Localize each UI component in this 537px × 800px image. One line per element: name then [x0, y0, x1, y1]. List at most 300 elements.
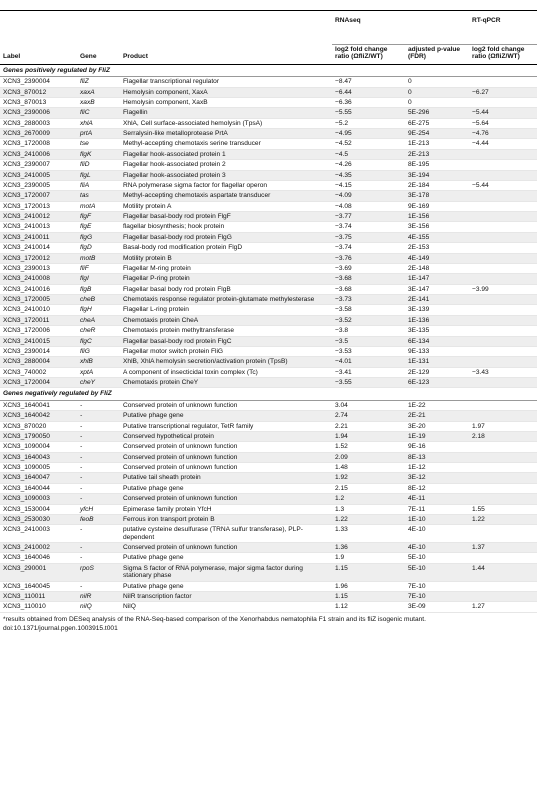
cell-adjusted-pvalue: 7E-10: [405, 581, 469, 591]
cell-log2-rtqpcr: [469, 243, 537, 253]
cell-adjusted-pvalue: 6E-134: [405, 336, 469, 346]
table-row: [0, 400, 537, 410]
cell-gene: flgD: [77, 243, 120, 253]
cell-gene: fliF: [77, 263, 120, 273]
table-row: [0, 77, 537, 87]
column-header-product: Product: [120, 45, 332, 65]
cell-gene: -: [77, 494, 120, 504]
table-row: [0, 160, 537, 170]
cell-gene: nilQ: [77, 602, 120, 612]
cell-label: XCN3_1720006: [0, 326, 77, 336]
cell-label: XCN3_290001: [0, 563, 77, 581]
cell-gene: yfcH: [77, 504, 120, 514]
table-row: [0, 543, 537, 553]
cell-adjusted-pvalue: 3E-09: [405, 602, 469, 612]
column-header-row: [0, 45, 537, 65]
cell-log2-rnaseq: 3.04: [332, 400, 405, 410]
cell-log2-rtqpcr: [469, 452, 537, 462]
table-row: [0, 494, 537, 504]
cell-adjusted-pvalue: 9E-133: [405, 346, 469, 356]
table-row: [0, 232, 537, 242]
cell-log2-rnaseq: −4.5: [332, 149, 405, 159]
cell-log2-rnaseq: 2.15: [332, 483, 405, 493]
cell-label: XCN3_1640047: [0, 473, 77, 483]
table-row: [0, 139, 537, 149]
cell-label: XCN3_2410013: [0, 222, 77, 232]
table-row: [0, 336, 537, 346]
cell-log2-rtqpcr: 1.55: [469, 504, 537, 514]
cell-product: XhlA, Cell surface-associated hemolysin (TpsA): [120, 118, 332, 128]
table-row: [0, 411, 537, 421]
cell-adjusted-pvalue: 1E-136: [405, 315, 469, 325]
cell-product: Putative phage gene: [120, 483, 332, 493]
cell-label: XCN3_2410006: [0, 149, 77, 159]
cell-label: XCN3_2880004: [0, 357, 77, 367]
cell-adjusted-pvalue: 4E-10: [405, 525, 469, 543]
cell-product: Conserved protein of unknown function: [120, 494, 332, 504]
cell-log2-rtqpcr: [469, 411, 537, 421]
cell-log2-rtqpcr: −3.99: [469, 284, 537, 294]
cell-gene: fliC: [77, 108, 120, 118]
cell-log2-rtqpcr: [469, 160, 537, 170]
cell-adjusted-pvalue: 3E-139: [405, 305, 469, 315]
cell-log2-rtqpcr: [469, 525, 537, 543]
cell-gene: -: [77, 553, 120, 563]
section-header-row: [0, 388, 537, 400]
cell-log2-rtqpcr: [469, 170, 537, 180]
table-row: [0, 191, 537, 201]
cell-adjusted-pvalue: 2E-148: [405, 263, 469, 273]
cell-log2-rtqpcr: [469, 222, 537, 232]
table-row: [0, 602, 537, 612]
cell-label: XCN3_2410014: [0, 243, 77, 253]
cell-gene: -: [77, 473, 120, 483]
cell-log2-rtqpcr: [469, 357, 537, 367]
cell-product: Ferrous iron transport protein B: [120, 514, 332, 524]
cell-log2-rtqpcr: [469, 483, 537, 493]
cell-gene: rpoS: [77, 563, 120, 581]
cell-log2-rnaseq: −3.5: [332, 336, 405, 346]
cell-adjusted-pvalue: 5E-10: [405, 553, 469, 563]
cell-product: Conserved protein of unknown function: [120, 452, 332, 462]
cell-adjusted-pvalue: 0: [405, 87, 469, 97]
table-row: [0, 170, 537, 180]
cell-log2-rnaseq: −5.2: [332, 118, 405, 128]
cell-gene: cheA: [77, 315, 120, 325]
cell-log2-rnaseq: −3.75: [332, 232, 405, 242]
cell-adjusted-pvalue: 9E-16: [405, 442, 469, 452]
cell-product: Putative phage gene: [120, 411, 332, 421]
cell-gene: nilR: [77, 591, 120, 601]
cell-log2-rtqpcr: 1.44: [469, 563, 537, 581]
cell-log2-rnaseq: −4.52: [332, 139, 405, 149]
cell-log2-rtqpcr: [469, 400, 537, 410]
table-row: [0, 180, 537, 190]
table-row: [0, 97, 537, 107]
cell-gene: fliA: [77, 180, 120, 190]
cell-adjusted-pvalue: 2E-184: [405, 180, 469, 190]
cell-label: XCN3_870020: [0, 421, 77, 431]
table-row: [0, 295, 537, 305]
cell-product: Sigma S factor of RNA polymerase, major sigma factor during stationary phase: [120, 563, 332, 581]
group-header-row: [0, 14, 537, 45]
cell-log2-rnaseq: −3.58: [332, 305, 405, 315]
cell-log2-rnaseq: 1.52: [332, 442, 405, 452]
cell-gene: motA: [77, 201, 120, 211]
cell-label: XCN3_1720008: [0, 139, 77, 149]
cell-adjusted-pvalue: 1E-19: [405, 431, 469, 441]
cell-adjusted-pvalue: 2E-213: [405, 149, 469, 159]
cell-gene: flgI: [77, 274, 120, 284]
cell-gene: -: [77, 421, 120, 431]
cell-log2-rtqpcr: [469, 442, 537, 452]
cell-gene: xptA: [77, 367, 120, 377]
table-row: [0, 421, 537, 431]
cell-log2-rnaseq: 1.33: [332, 525, 405, 543]
top-rule: [0, 10, 537, 11]
cell-adjusted-pvalue: 1E-156: [405, 212, 469, 222]
cell-product: Flagellar transcriptional regulator: [120, 77, 332, 87]
cell-gene: xhlA: [77, 118, 120, 128]
cell-log2-rnaseq: 1.12: [332, 602, 405, 612]
cell-gene: -: [77, 452, 120, 462]
cell-log2-rtqpcr: [469, 315, 537, 325]
cell-log2-rtqpcr: [469, 473, 537, 483]
table-row: [0, 591, 537, 601]
column-header-label: Label: [0, 45, 77, 65]
cell-log2-rtqpcr: −5.64: [469, 118, 537, 128]
cell-log2-rtqpcr: [469, 212, 537, 222]
cell-product: Flagellar basal-body rod protein FlgC: [120, 336, 332, 346]
cell-label: XCN3_2390006: [0, 108, 77, 118]
cell-gene: -: [77, 543, 120, 553]
cell-adjusted-pvalue: 4E-149: [405, 253, 469, 263]
cell-gene: prtA: [77, 129, 120, 139]
cell-log2-rnaseq: −4.09: [332, 191, 405, 201]
cell-gene: cheB: [77, 295, 120, 305]
cell-adjusted-pvalue: 3E-147: [405, 284, 469, 294]
cell-log2-rtqpcr: 1.27: [469, 602, 537, 612]
cell-product: Methyl-accepting chemotaxis aspartate transducer: [120, 191, 332, 201]
cell-gene: tas: [77, 191, 120, 201]
cell-log2-rnaseq: 1.22: [332, 514, 405, 524]
cell-product: RNA polymerase sigma factor for flagellar operon: [120, 180, 332, 190]
table-row: [0, 326, 537, 336]
cell-gene: -: [77, 581, 120, 591]
cell-product: Flagellar hook-associated protein 3: [120, 170, 332, 180]
cell-log2-rtqpcr: [469, 263, 537, 273]
table-row: [0, 284, 537, 294]
cell-adjusted-pvalue: 1E-12: [405, 463, 469, 473]
cell-gene: flgK: [77, 149, 120, 159]
cell-gene: flgL: [77, 170, 120, 180]
cell-label: XCN3_1720011: [0, 315, 77, 325]
cell-log2-rnaseq: −4.95: [332, 129, 405, 139]
cell-label: XCN3_110011: [0, 591, 77, 601]
cell-label: XCN3_1640046: [0, 553, 77, 563]
cell-product: Flagellar hook-associated protein 1: [120, 149, 332, 159]
cell-log2-rtqpcr: −6.27: [469, 87, 537, 97]
cell-gene: fliD: [77, 160, 120, 170]
cell-adjusted-pvalue: 2E-153: [405, 243, 469, 253]
cell-adjusted-pvalue: 9E-254: [405, 129, 469, 139]
table-row: [0, 263, 537, 273]
cell-log2-rnaseq: 2.74: [332, 411, 405, 421]
cell-product: putative cysteine desulfurase (TRNA sulfur transferase), PLP-dependent: [120, 525, 332, 543]
table-row: [0, 274, 537, 284]
cell-adjusted-pvalue: 0: [405, 97, 469, 107]
cell-adjusted-pvalue: 3E-178: [405, 191, 469, 201]
cell-log2-rtqpcr: 1.22: [469, 514, 537, 524]
cell-log2-rnaseq: 2.09: [332, 452, 405, 462]
cell-gene: flgE: [77, 222, 120, 232]
cell-log2-rtqpcr: [469, 232, 537, 242]
cell-adjusted-pvalue: 8E-13: [405, 452, 469, 462]
cell-product: A component of insecticidal toxin complex (Tc): [120, 367, 332, 377]
cell-label: XCN3_1720004: [0, 378, 77, 388]
cell-label: XCN3_1720012: [0, 253, 77, 263]
cell-product: Flagellar L-ring protein: [120, 305, 332, 315]
section-title: Genes positively regulated by FliZ: [0, 64, 537, 76]
table-row: [0, 305, 537, 315]
cell-adjusted-pvalue: 1E-213: [405, 139, 469, 149]
table-row: [0, 118, 537, 128]
cell-log2-rnaseq: 1.94: [332, 431, 405, 441]
cell-label: XCN3_1640041: [0, 400, 77, 410]
cell-log2-rnaseq: −3.8: [332, 326, 405, 336]
cell-log2-rtqpcr: [469, 77, 537, 87]
cell-log2-rtqpcr: [469, 305, 537, 315]
table-row: [0, 473, 537, 483]
column-header-log2-rnaseq: log2 fold change ratio (ΩfliZ/WT): [332, 45, 405, 65]
cell-product: Chemotaxis protein CheY: [120, 378, 332, 388]
cell-product: Chemotaxis response regulator protein-glutamate methylesterase: [120, 295, 332, 305]
cell-log2-rtqpcr: [469, 253, 537, 263]
table-row: [0, 87, 537, 97]
cell-gene: cheR: [77, 326, 120, 336]
cell-adjusted-pvalue: 5E-10: [405, 563, 469, 581]
cell-gene: -: [77, 463, 120, 473]
cell-log2-rnaseq: −6.36: [332, 97, 405, 107]
table-row: [0, 253, 537, 263]
cell-log2-rnaseq: 1.15: [332, 563, 405, 581]
cell-label: XCN3_2410011: [0, 232, 77, 242]
cell-label: XCN3_2390013: [0, 263, 77, 273]
cell-log2-rtqpcr: [469, 274, 537, 284]
group-header-rtqpcr: RT-qPCR: [469, 14, 537, 45]
cell-adjusted-pvalue: 4E-155: [405, 232, 469, 242]
cell-product: Conserved hypothetical protein: [120, 431, 332, 441]
cell-product: Flagellar basal-body rod protein FlgG: [120, 232, 332, 242]
cell-product: Putative tail sheath protein: [120, 473, 332, 483]
cell-product: Motility protein A: [120, 201, 332, 211]
cell-product: XhlB, XhlA hemolysin secretion/activation protein (TpsB): [120, 357, 332, 367]
cell-log2-rtqpcr: [469, 336, 537, 346]
cell-product: Hemolysin component, XaxB: [120, 97, 332, 107]
cell-log2-rnaseq: −3.53: [332, 346, 405, 356]
cell-log2-rnaseq: −6.44: [332, 87, 405, 97]
table-row: [0, 431, 537, 441]
table-row: [0, 346, 537, 356]
cell-adjusted-pvalue: 3E-20: [405, 421, 469, 431]
cell-log2-rtqpcr: [469, 591, 537, 601]
cell-log2-rnaseq: −3.74: [332, 222, 405, 232]
cell-log2-rnaseq: −3.76: [332, 253, 405, 263]
cell-gene: xaxA: [77, 87, 120, 97]
data-table: [0, 14, 537, 613]
cell-label: XCN3_2410005: [0, 170, 77, 180]
cell-log2-rnaseq: −3.41: [332, 367, 405, 377]
cell-gene: -: [77, 483, 120, 493]
cell-log2-rtqpcr: −4.44: [469, 139, 537, 149]
cell-adjusted-pvalue: 2E-141: [405, 295, 469, 305]
cell-log2-rtqpcr: [469, 326, 537, 336]
cell-product: Putative phage gene: [120, 553, 332, 563]
cell-product: Conserved protein of unknown function: [120, 442, 332, 452]
cell-product: Flagellar hook-associated protein 2: [120, 160, 332, 170]
cell-gene: feoB: [77, 514, 120, 524]
cell-label: XCN3_1090003: [0, 494, 77, 504]
cell-label: XCN3_1720007: [0, 191, 77, 201]
table-row: [0, 212, 537, 222]
cell-adjusted-pvalue: 1E-131: [405, 357, 469, 367]
cell-log2-rtqpcr: [469, 97, 537, 107]
cell-adjusted-pvalue: 1E-147: [405, 274, 469, 284]
cell-log2-rtqpcr: [469, 553, 537, 563]
cell-gene: flgF: [77, 212, 120, 222]
cell-log2-rnaseq: −4.15: [332, 180, 405, 190]
cell-label: XCN3_1640044: [0, 483, 77, 493]
cell-log2-rnaseq: −3.77: [332, 212, 405, 222]
footnote: *results obtained from DESeq analysis of the RNA-Seq-based comparison of the Xenorhabdus nematophila F1 strain and its fliZ isogenic mutant.: [3, 616, 426, 623]
cell-product: Flagellar basal-body rod protein FlgF: [120, 212, 332, 222]
cell-log2-rtqpcr: [469, 463, 537, 473]
column-header-adjusted-pvalue: adjusted p-value (FDR): [405, 45, 469, 65]
table-row: [0, 222, 537, 232]
cell-adjusted-pvalue: 1E-10: [405, 514, 469, 524]
table-row: [0, 514, 537, 524]
table-row: [0, 201, 537, 211]
cell-label: XCN3_2530030: [0, 514, 77, 524]
cell-label: XCN3_1640043: [0, 452, 77, 462]
cell-gene: flgC: [77, 336, 120, 346]
table-row: [0, 357, 537, 367]
cell-log2-rnaseq: 2.21: [332, 421, 405, 431]
cell-adjusted-pvalue: 6E-275: [405, 118, 469, 128]
cell-adjusted-pvalue: 4E-11: [405, 494, 469, 504]
cell-log2-rnaseq: 1.92: [332, 473, 405, 483]
cell-log2-rnaseq: −4.26: [332, 160, 405, 170]
bottom-rule-cell: [0, 612, 537, 613]
cell-log2-rnaseq: 1.48: [332, 463, 405, 473]
cell-product: NilQ: [120, 602, 332, 612]
cell-log2-rtqpcr: −5.44: [469, 180, 537, 190]
cell-product: Flagellar M-ring protein: [120, 263, 332, 273]
footnote-block: [0, 616, 537, 634]
cell-log2-rtqpcr: 1.97: [469, 421, 537, 431]
cell-label: XCN3_2390005: [0, 180, 77, 190]
cell-gene: -: [77, 400, 120, 410]
cell-adjusted-pvalue: 2E-21: [405, 411, 469, 421]
cell-log2-rnaseq: −5.55: [332, 108, 405, 118]
cell-adjusted-pvalue: 4E-10: [405, 543, 469, 553]
cell-product: Chemotaxis protein CheA: [120, 315, 332, 325]
cell-gene: -: [77, 525, 120, 543]
cell-label: XCN3_1090005: [0, 463, 77, 473]
cell-gene: xhlB: [77, 357, 120, 367]
table-row: [0, 129, 537, 139]
cell-product: Flagellar motor switch protein FliG: [120, 346, 332, 356]
cell-adjusted-pvalue: 3E-135: [405, 326, 469, 336]
cell-log2-rnaseq: −3.74: [332, 243, 405, 253]
cell-label: XCN3_1090004: [0, 442, 77, 452]
cell-log2-rtqpcr: 1.37: [469, 543, 537, 553]
cell-label: XCN3_870012: [0, 87, 77, 97]
cell-log2-rtqpcr: [469, 581, 537, 591]
cell-gene: motB: [77, 253, 120, 263]
cell-product: Serralysin-like metalloprotease PrtA: [120, 129, 332, 139]
cell-log2-rnaseq: −3.73: [332, 295, 405, 305]
cell-gene: flgG: [77, 232, 120, 242]
cell-product: Conserved protein of unknown function: [120, 543, 332, 553]
cell-label: XCN3_870013: [0, 97, 77, 107]
cell-gene: fliG: [77, 346, 120, 356]
cell-product: flagellar biosynthesis; hook protein: [120, 222, 332, 232]
cell-label: XCN3_740002: [0, 367, 77, 377]
cell-label: XCN3_1790050: [0, 431, 77, 441]
cell-log2-rnaseq: −3.52: [332, 315, 405, 325]
cell-label: XCN3_1530004: [0, 504, 77, 514]
table-body: [0, 64, 537, 612]
table-row: [0, 563, 537, 581]
cell-adjusted-pvalue: 3E-12: [405, 473, 469, 483]
cell-adjusted-pvalue: 0: [405, 77, 469, 87]
cell-label: XCN3_1720005: [0, 295, 77, 305]
cell-log2-rnaseq: −4.08: [332, 201, 405, 211]
column-header-gene: Gene: [77, 45, 120, 65]
cell-label: XCN3_2410010: [0, 305, 77, 315]
cell-product: Putative phage gene: [120, 581, 332, 591]
cell-log2-rnaseq: −8.47: [332, 77, 405, 87]
cell-gene: -: [77, 411, 120, 421]
cell-log2-rnaseq: 1.9: [332, 553, 405, 563]
table-row: [0, 553, 537, 563]
cell-log2-rtqpcr: [469, 346, 537, 356]
table-row: [0, 367, 537, 377]
cell-product: Hemolysin component, XaxA: [120, 87, 332, 97]
cell-log2-rnaseq: 1.3: [332, 504, 405, 514]
cell-product: Flagellar basal body rod protein FlgB: [120, 284, 332, 294]
cell-adjusted-pvalue: 7E-11: [405, 504, 469, 514]
cell-gene: flgH: [77, 305, 120, 315]
cell-label: XCN3_2880003: [0, 118, 77, 128]
table-row: [0, 525, 537, 543]
cell-adjusted-pvalue: 3E-156: [405, 222, 469, 232]
cell-product: Methyl-accepting chemotaxis serine transducer: [120, 139, 332, 149]
cell-gene: cheY: [77, 378, 120, 388]
cell-label: XCN3_2410002: [0, 543, 77, 553]
cell-adjusted-pvalue: 5E-296: [405, 108, 469, 118]
cell-product: Motility protein B: [120, 253, 332, 263]
cell-log2-rtqpcr: −5.44: [469, 108, 537, 118]
cell-log2-rnaseq: 1.36: [332, 543, 405, 553]
cell-log2-rnaseq: −3.55: [332, 378, 405, 388]
cell-gene: tse: [77, 139, 120, 149]
cell-log2-rnaseq: −3.68: [332, 274, 405, 284]
table-row: [0, 504, 537, 514]
column-header-log2-rtqpcr: log2 fold change ratio (ΩfliZ/WT): [469, 45, 537, 65]
cell-log2-rtqpcr: [469, 191, 537, 201]
